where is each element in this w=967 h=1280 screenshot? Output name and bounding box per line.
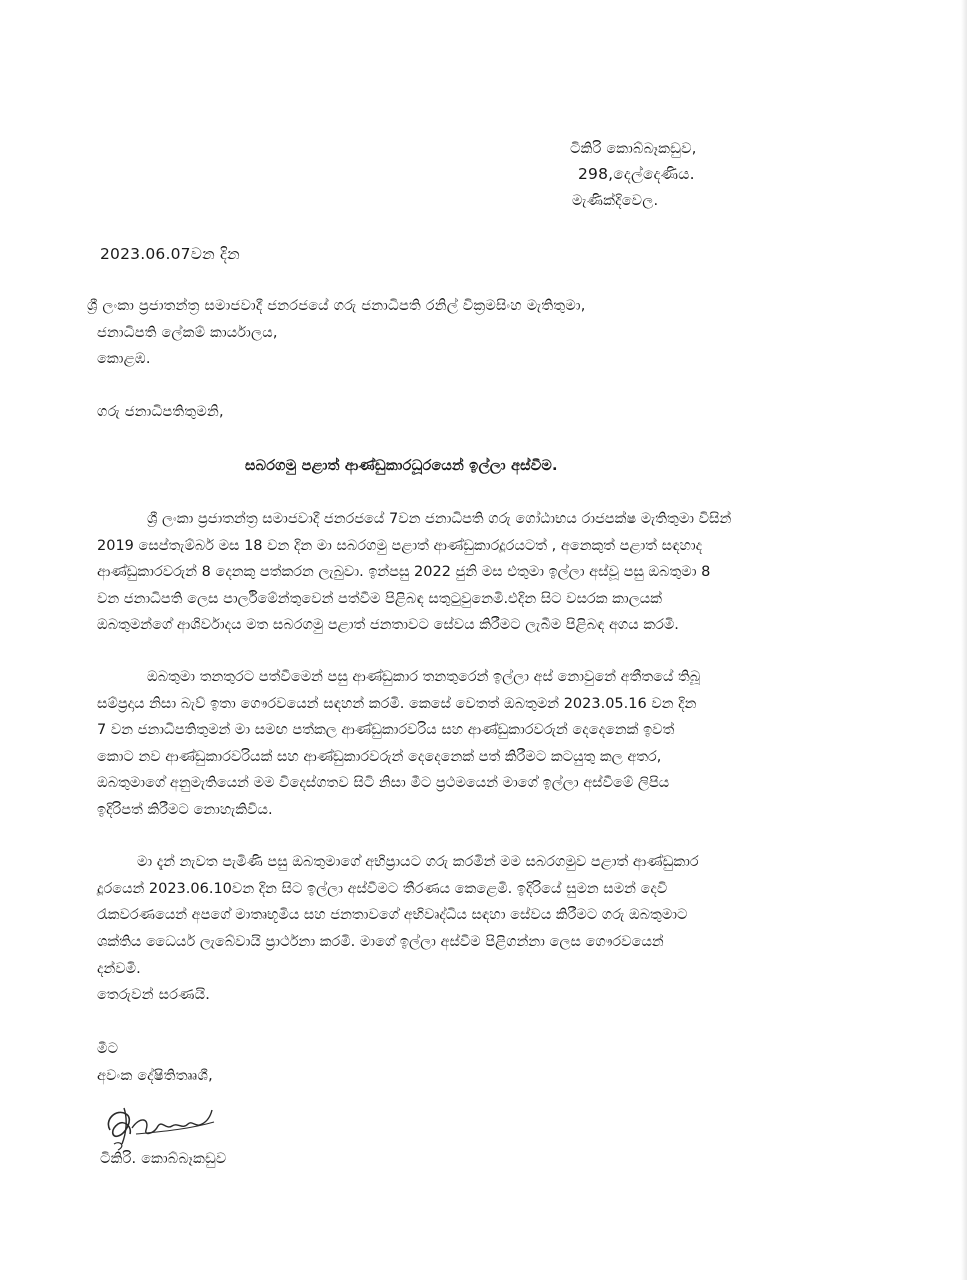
- recipient-line-2: ජනාධිපති ලේකම් කාර්යාලය,: [97, 325, 278, 341]
- paragraph-2-line: 7 වන ජනාධිපතිතුමන් මා සමඟ පත්කල ආණ්ඩුකාරවරිය සහ ආණ්ඩුකාරවරුන් දෙදෙනෙක් ඉවත්: [97, 722, 675, 738]
- recipient-line-1: ශ්‍රී ලංකා ප්‍රජාතන්ත්‍ර සමාජවාදී ජනරජයේ ගරු ජනාධිපති රනිල් වික්‍රමසිංහ මැතිතුමා,: [87, 298, 586, 314]
- paragraph-2-line: සම්ප්‍රදාය නිසා බැව් ඉතා ගෞරවයෙන් සඳහන් කරමි. කෙසේ වෙතත් ඔබතුමන් 2023.05.16 වන දින: [97, 696, 697, 712]
- signatory-name: ටිකිරි. කොබ්බෑකඩුව: [100, 1151, 227, 1167]
- paragraph-3-line: දූරයෙන් 2023.06.10වන දින සිට ඉල්ලා අස්වීමට තීරණය කෙළෙමි. ඉදිරියේ සුමන සමන් දෙවි: [97, 881, 668, 897]
- subject-line: සබරගමු පළාත් ආණ්ඩුකාරධූරයෙන් ඉල්ලා අස්වීම.: [245, 458, 558, 474]
- paragraph-2-line: ඔබතුමාගේ අනුමැතියෙන් මම විදෙස්ගතව සිටි නිසා මීට ප්‍රථමයෙන් මාගේ ඉල්ලා අස්වීමේ ලිපිය: [97, 775, 670, 791]
- paragraph-2-line: ඉදිරිපත් කිරීමට නොහැකිවිය.: [97, 802, 273, 818]
- paragraph-3-line: දන්වමි.: [97, 961, 141, 977]
- signoff-line-2: අවංක දේෂිතිතෲශී,: [97, 1068, 213, 1084]
- sender-city: මැණික්දිවෙල.: [572, 193, 659, 209]
- paragraph-3-line: ශක්තිය ධෛර්ය ලැබේවායි ප්‍රාර්ථනා කරමි. මාගේ ඉල්ලා අස්වීම පිළිගන්නා ලෙස ගෞරවයෙන්: [97, 934, 664, 950]
- paragraph-3-line: රැකවරණයෙන් අපගේ මාතෘභූමිය සහ ජනතාවගේ අභිවෘද්ධිය සඳහා සේවය කිරීමට ගරු ඔබතුමාට: [97, 907, 688, 923]
- paragraph-1-line: ආණ්ඩුකාරවරුන් 8 දෙනකු පත්කරන ලැබුවා. ඉන්පසු 2022 ජුනි මස එතුමා ඉල්ලා අස්වූ පසු ඔබතුමා 8: [97, 564, 711, 580]
- paragraph-3-line: මා දැන් නැවත පැමිණි පසු ඔබතුමාගේ අභිප්‍රායට ගරු කරමින් මම සබරගමුව පළාත් ආණ්ඩුකාර: [137, 854, 699, 870]
- signoff-line-1: මීට: [97, 1041, 119, 1057]
- paragraph-1-line: 2019 සෙප්තැම්බර් මස 18 වන දින මා සබරගමු පළාත් ආණ්ඩුකාරදූරයටත් , අනෙකුත් පළාත් සඳහාද: [97, 538, 703, 554]
- paragraph-1-line: ඔබතුමන්ගේ ආශිර්වාදය මත සබරගමු පළාත් ජනතාවට සේවය කිරීමට ලැබීම පිළිබඳ අගය කරමි.: [97, 617, 679, 633]
- paragraph-1-line: ශ්‍රී ලංකා ප්‍රජාතන්ත්‍ර සමාජවාදී ජනරජයේ 7වන ජනාධිපති ගරු ගෝඨාභය රාජපක්ෂ මැතිතුමා විසින්: [147, 511, 732, 527]
- recipient-line-3: කොළඹ.: [97, 351, 151, 367]
- page-edge-shadow: [961, 0, 967, 1280]
- closing-blessing: තෙරුවන් සරණයි.: [97, 987, 211, 1003]
- sender-name: ටිකිරි කොබ්බෑකඩුව,: [570, 141, 697, 157]
- paragraph-1-line: වන ජනාධිපති ලෙස පාර්ලිමේන්තුවෙන් පත්වීම පිළිබඳ සතුටුවුනෙමි.එදින සිට වසරක කාලයක්: [97, 591, 662, 607]
- letter-date: 2023.06.07වන දින: [100, 245, 240, 263]
- sender-street: 298,දෙල්දෙණිය.: [578, 165, 695, 183]
- paragraph-2-line: ඔබතුමා තනතුරට පත්වීමෙන් පසු ආණ්ඩුකාර තනතුරෙන් ඉල්ලා අස් නොවුනේ අතීතයේ තිබූ: [147, 669, 701, 685]
- salutation: ගරු ජනාධිපතිතුමනි,: [97, 404, 224, 420]
- paragraph-2-line: කොට නව ආණ්ඩුකාරවරියක් සහ ආණ්ඩුකාරවරුන් දෙදෙනෙක් පත් කිරීමට කටයුතු කල අතර,: [97, 749, 662, 765]
